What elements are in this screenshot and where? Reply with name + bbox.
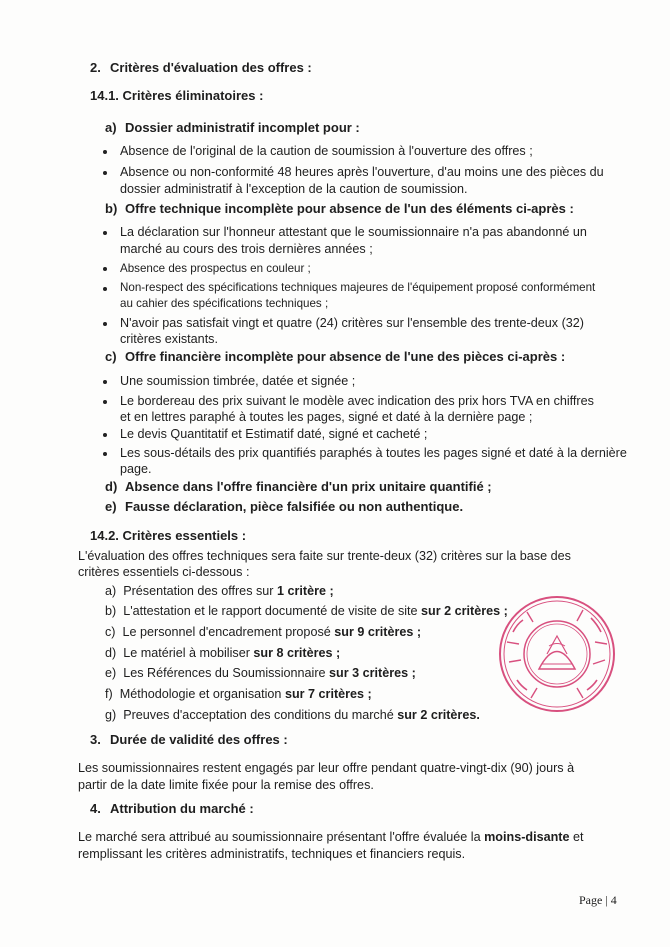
page-number: Page | 4 (579, 893, 617, 907)
section-3-number: 3. (90, 732, 101, 747)
item-b-bullet-2: Absence des prospectus en couleur ; (120, 262, 311, 275)
item-b-bullet-1: La déclaration sur l'honneur attestant que le soumissionnaire n'a pas abandonné un (120, 225, 587, 239)
item-c-letter: c) (105, 349, 117, 364)
official-stamp (497, 594, 617, 714)
section-14-2-intro-1: L'évaluation des offres techniques sera faite sur trente-deux (32) critères sur la base des (78, 549, 571, 563)
bullet (103, 231, 107, 235)
section-14-2-title: 14.2. Critères essentiels : (90, 528, 247, 543)
bullet (103, 287, 107, 291)
item-b-bullet-4-cont: critères existants. (120, 332, 218, 346)
section-3-paragraph-2: partir de la date limite fixée pour la remise des offres. (78, 778, 374, 792)
item-d-text: Absence dans l'offre financière d'un prix unitaire quantifié ; (125, 479, 492, 494)
bullet (103, 380, 107, 384)
section-2-title: Critères d'évaluation des offres : (110, 60, 312, 75)
item-a-title: Dossier administratif incomplet pour : (125, 120, 360, 135)
item-e-letter: e) (105, 499, 117, 514)
section-4-title: Attribution du marché : (110, 801, 254, 816)
item-b-bullet-4: N'avoir pas satisfait vingt et quatre (24) critères sur l'ensemble des trente-deux (32) (120, 316, 584, 330)
criteria-item-g: g) Preuves d'acceptation des conditions du marché sur 2 critères. (105, 708, 480, 722)
item-d-letter: d) (105, 479, 118, 494)
bullet (103, 433, 107, 437)
item-b-letter: b) (105, 201, 118, 216)
criteria-item-e: e) Les Références du Soumissionnaire sur 3 critères ; (105, 666, 416, 680)
criteria-item-b: b) L'attestation et le rapport documenté de visite de site sur 2 critères ; (105, 604, 508, 618)
bullet (103, 267, 107, 271)
item-a-bullet-2-cont: dossier administratif à l'exception de la caution de soumission. (120, 182, 468, 196)
bullet (103, 171, 107, 175)
bullet (103, 150, 107, 154)
item-b-title: Offre technique incomplète pour absence de l'un des éléments ci-après : (125, 201, 574, 216)
section-2-number: 2. (90, 60, 101, 75)
criteria-item-f: f) Méthodologie et organisation sur 7 critères ; (105, 687, 372, 701)
item-a-letter: a) (105, 120, 117, 135)
item-c-bullet-3: Le devis Quantitatif et Estimatif daté, signé et cacheté ; (120, 427, 428, 441)
criteria-item-c: c) Le personnel d'encadrement proposé sur 9 critères ; (105, 625, 422, 639)
item-b-bullet-3: Non-respect des spécifications techniques majeures de l'équipement proposé conformément (120, 281, 596, 294)
section-4-paragraph-2: remplissant les critères administratifs, techniques et financiers requis. (78, 847, 466, 861)
item-a-bullet-2: Absence ou non-conformité 48 heures après l'ouverture, d'au moins une des pièces du (120, 165, 604, 179)
bullet (103, 400, 107, 404)
item-c-bullet-4: Les sous-détails des prix quantifiés paraphés à toutes les pages signé et daté à la dernière (120, 446, 627, 460)
bullet (103, 322, 107, 326)
item-b-bullet-3-cont: au cahier des spécifications techniques ; (120, 297, 329, 310)
section-4-number: 4. (90, 801, 101, 816)
criteria-item-a: a) Présentation des offres sur 1 critère ; (105, 584, 334, 598)
item-b-bullet-1-cont: marché au cours des trois dernières années ; (120, 242, 373, 256)
item-c-bullet-4-cont: page. (120, 462, 152, 476)
bullet (103, 452, 107, 456)
item-a-bullet-1: Absence de l'original de la caution de soumission à l'ouverture des offres ; (120, 144, 533, 158)
criteria-item-d: d) Le matériel à mobiliser sur 8 critères ; (105, 646, 341, 660)
section-3-title: Durée de validité des offres : (110, 732, 288, 747)
section-14-2-intro-2: critères essentiels ci-dessous : (78, 565, 250, 579)
item-c-bullet-1: Une soumission timbrée, datée et signée ; (120, 374, 356, 388)
item-c-title: Offre financière incomplète pour absence de l'une des pièces ci-après : (125, 349, 566, 364)
item-c-bullet-2: Le bordereau des prix suivant le modèle avec indication des prix hors TVA en chiffres (120, 394, 594, 408)
item-e-text: Fausse déclaration, pièce falsifiée ou non authentique. (125, 499, 464, 514)
item-c-bullet-2-cont: et en lettres paraphé à toutes les pages, signé et daté à la dernière page ; (120, 410, 533, 424)
section-4-paragraph-1: Le marché sera attribué au soumissionnaire présentant l'offre évaluée la moins-disante et (78, 830, 584, 844)
section-3-paragraph-1: Les soumissionnaires restent engagés par leur offre pendant quatre-vingt-dix (90) jours à (78, 761, 575, 775)
section-14-1-title: 14.1. Critères éliminatoires : (90, 88, 264, 103)
